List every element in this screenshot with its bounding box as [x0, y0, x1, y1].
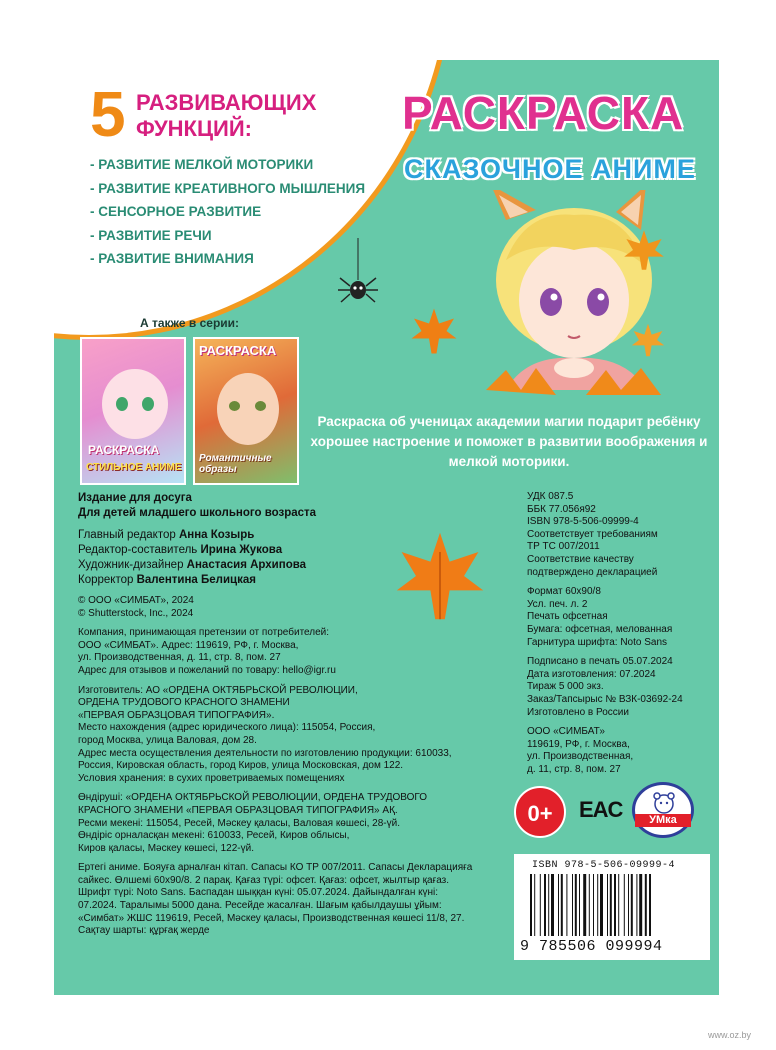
function-item: - СЕНСОРНОЕ РАЗВИТИЕ	[90, 204, 262, 219]
barcode-bar	[597, 874, 598, 936]
brand-name: УМка	[635, 814, 691, 827]
tech-line: д. 11, стр. 8, пом. 27	[527, 763, 621, 775]
kazakh-line: КРАСНОГО ЗНАМЕНИ «ПЕРВАЯ ОБРАЗЦОВАЯ ТИПОГРАФИЯ» АҚ.	[78, 804, 398, 816]
tech-line: Тираж 5 000 экз.	[527, 681, 604, 693]
barcode-bar	[639, 874, 642, 936]
kazakh-line: сайкес. Өлшемі 60х90/8. 2 парақ. Қағаз түрі: офсет. Қағаз: офсет, жылтыр қағаз.	[78, 874, 450, 886]
kazakh-line: Шрифт түрі: Noto Sans. Баспадан шыққан күні: 05.07.2024. Дайындалған күні:	[78, 887, 439, 899]
tech-line: ТР ТС 007/2011	[527, 541, 600, 553]
claims-line: Адрес для отзывов и пожеланий по товару: hello@igr.ru	[78, 664, 336, 676]
credit-line: Художник-дизайнер Анастасия Архипова	[78, 559, 307, 571]
barcode-bar	[575, 874, 577, 936]
tech-line: подтверждено декларацией	[527, 566, 658, 578]
isbn-label: ISBN 978-5-506-09999-4	[532, 860, 676, 871]
tech-line: Бумага: офсетная, мелованная	[527, 623, 673, 635]
kazakh-line: «Симбат» ЖШС 119619, Ресей, Мәскеу қаласы, Производственная көшесі 11/8, 27.	[78, 912, 465, 924]
tech-line: Усл. печ. л. 2	[527, 598, 588, 610]
kazakh-line: 07.2024. Таралымы 5000 дана. Ресейде жасалған. Шағым қабылдаушы ұйым:	[78, 900, 442, 912]
maple-leaf-icon	[409, 306, 459, 356]
age-rating-badge: 0+	[514, 786, 566, 838]
eye-illustration	[255, 401, 266, 411]
eye-illustration	[229, 401, 240, 411]
tech-line: УДК 087.5	[527, 491, 574, 502]
tech-line: ББК 77.056я92	[527, 503, 596, 515]
manufacturer-line: Условия хранения: в сухих проветриваемых помещениях	[78, 772, 345, 784]
barcode-bar	[624, 874, 625, 936]
umka-logo	[632, 782, 694, 838]
eye-illustration	[142, 397, 154, 411]
anime-girl-illustration	[466, 190, 686, 400]
functions-number: 5	[90, 78, 126, 150]
series-book-title: РАСКРАСКА	[199, 343, 277, 358]
book-title: РАСКРАСКА	[402, 87, 685, 139]
manufacturer-line: ОРДЕНА ТРУДОВОГО КРАСНОГО ЗНАМЕНИ	[78, 697, 290, 709]
credit-line: Корректор Валентина Белицкая	[78, 574, 256, 586]
kazakh-line: Ресми мекені: 115054, Ресей, Мәскеу қаласы, Валовая көшесі, 28-үй.	[78, 817, 400, 829]
series-book-subtitle: СТИЛЬНОЕ АНИМЕ	[86, 462, 182, 473]
tech-line: ISBN 978-5-506-09999-4	[527, 516, 639, 528]
watermark: www.oz.by	[708, 1030, 752, 1040]
series-book-title: РАСКРАСКА	[88, 443, 160, 457]
manufacturer-line: Место нахождения (адрес юридического лица): 115054, Россия,	[78, 722, 376, 734]
barcode-bar	[544, 874, 546, 936]
manufacturer-line: город Москва, улица Валовая, дом 28.	[78, 734, 257, 746]
barcode-bar	[572, 874, 573, 936]
function-item: - РАЗВИТИЕ РЕЧИ	[90, 227, 212, 243]
barcode-bar	[649, 874, 651, 936]
barcode-bar	[558, 874, 559, 936]
barcode-bar	[645, 874, 647, 936]
tech-line: Заказ/Тапсырыс № ВЗК-03692-24	[527, 693, 683, 705]
barcode-bars	[528, 874, 698, 938]
kazakh-line: Өндіріс орналасқан мекені: 610033, Ресей, Киров облысы,	[78, 830, 350, 842]
barcode-bar	[548, 874, 549, 936]
manufacturer-line: Изготовитель: АО «ОРДЕНА ОКТЯБРЬСКОЙ РЕВОЛЮЦИИ,	[78, 684, 358, 696]
bear-icon	[649, 791, 679, 815]
barcode-bar	[540, 874, 541, 936]
imprint-block	[78, 491, 518, 938]
book-description: Раскраска об ученицах академии магии подарит ребёнку хорошее настроение и поможет в развитии воображения и мелкой моторики.	[310, 414, 708, 469]
kazakh-line: Киров қаласы, Мәскеу көшесі, 122-үй.	[78, 842, 254, 854]
barcode-bar	[631, 874, 633, 936]
maple-leaf-icon	[630, 322, 666, 358]
edition-line: Издание для досуга	[78, 492, 192, 504]
functions-title: РАЗВИВАЮЩИХ ФУНКЦИЙ:	[136, 90, 317, 141]
series-label: А также в серии:	[140, 316, 240, 330]
tech-line: 119619, РФ, г. Москва,	[527, 738, 630, 750]
manufacturer-line: «ПЕРВАЯ ОБРАЗЦОВАЯ ТИПОГРАФИЯ».	[78, 709, 275, 721]
audience-line: Для детей младшего школьного возраста	[78, 507, 317, 519]
tech-line: Гарнитура шрифта: Noto Sans	[527, 636, 668, 648]
function-item: - РАЗВИТИЕ ВНИМАНИЯ	[90, 251, 254, 266]
barcode-digits: 9 785506 099994	[520, 938, 663, 955]
credit-line: Редактор-составитель Ирина Жукова	[78, 544, 283, 556]
series-book-cover[interactable]	[193, 337, 299, 485]
kazakh-line: Өндіруші: «ОРДЕНА ОКТЯБРЬСКОЙ РЕВОЛЮЦИИ, ОРДЕНА ТРУДОВОГО	[78, 792, 428, 804]
barcode-bar	[636, 874, 637, 936]
kazakh-line: Сақтау шарты: құрғақ жерде	[78, 925, 210, 937]
barcode-bar	[618, 874, 619, 936]
tech-line: Изготовлено в России	[527, 706, 629, 718]
anime-face-illustration	[102, 369, 168, 439]
barcode-bar	[614, 874, 616, 936]
barcode-bar	[593, 874, 594, 936]
tech-line: Соответствует требованиям	[527, 528, 658, 540]
claims-line: ул. Производственная, д. 11, стр. 8, пом. 27	[78, 652, 281, 664]
claims-line: Компания, принимающая претензии от потребителей:	[78, 627, 330, 639]
book-subtitle: СКАЗОЧНОЕ АНИМЕ	[404, 154, 696, 184]
barcode-bar	[561, 874, 563, 936]
function-item: - РАЗВИТИЕ КРЕАТИВНОГО МЫШЛЕНИЯ	[90, 180, 366, 196]
barcode-bar	[566, 874, 567, 936]
barcode-bar	[551, 874, 554, 936]
tech-line: ООО «СИМБАТ»	[527, 726, 605, 738]
tech-line: Соответствие качеству	[527, 553, 634, 565]
eye-illustration	[116, 397, 128, 411]
barcode-bar	[530, 874, 532, 936]
kazakh-line: Ертегі аниме. Бояуға арналған кітап. Сапасы КО ТР 007/2011. Сапасы Декларацияға	[78, 862, 473, 874]
barcode-bar	[534, 874, 535, 936]
tech-line: Формат 60х90/8	[527, 586, 601, 598]
manufacturer-line: Адрес места осуществления деятельности по изготовлению продукции: 610033,	[78, 747, 452, 759]
book-back-cover	[54, 60, 719, 995]
barcode	[514, 854, 710, 960]
barcode-bar	[579, 874, 580, 936]
function-item: - РАЗВИТИЕ МЕЛКОЙ МОТОРИКИ	[90, 157, 314, 172]
barcode-bar	[583, 874, 586, 936]
claims-line: ООО «СИМБАТ». Адрес: 119619, РФ, г. Москва,	[78, 639, 299, 651]
credit-line: Главный редактор Анна Козырь	[78, 529, 255, 541]
spider-icon	[338, 238, 378, 308]
barcode-bar	[607, 874, 608, 936]
series-book-subtitle: Романтичные образы	[199, 453, 272, 475]
eac-mark-icon: EAC	[579, 797, 623, 822]
barcode-bar	[628, 874, 629, 936]
tech-line: ул. Производственная,	[527, 751, 634, 763]
anime-face-illustration	[217, 373, 279, 445]
barcode-bar	[589, 874, 590, 936]
manufacturer-line: Россия, Кировская область, город Киров, улица Московская, дом 122.	[78, 760, 404, 772]
copyright-line: © Shutterstock, Inc., 2024	[78, 607, 194, 619]
barcode-bar	[600, 874, 603, 936]
tech-line: Печать офсетная	[527, 611, 608, 623]
series-book-cover[interactable]	[80, 337, 186, 485]
tech-line: Подписано в печать 05.07.2024	[527, 656, 673, 668]
barcode-bar	[610, 874, 612, 936]
tech-info-block	[527, 491, 717, 776]
maple-leaf-icon	[622, 228, 666, 272]
functions-list	[90, 153, 365, 271]
copyright-line: © ООО «СИМБАТ», 2024	[78, 595, 194, 606]
tech-line: Дата изготовления: 07.2024	[527, 668, 656, 680]
